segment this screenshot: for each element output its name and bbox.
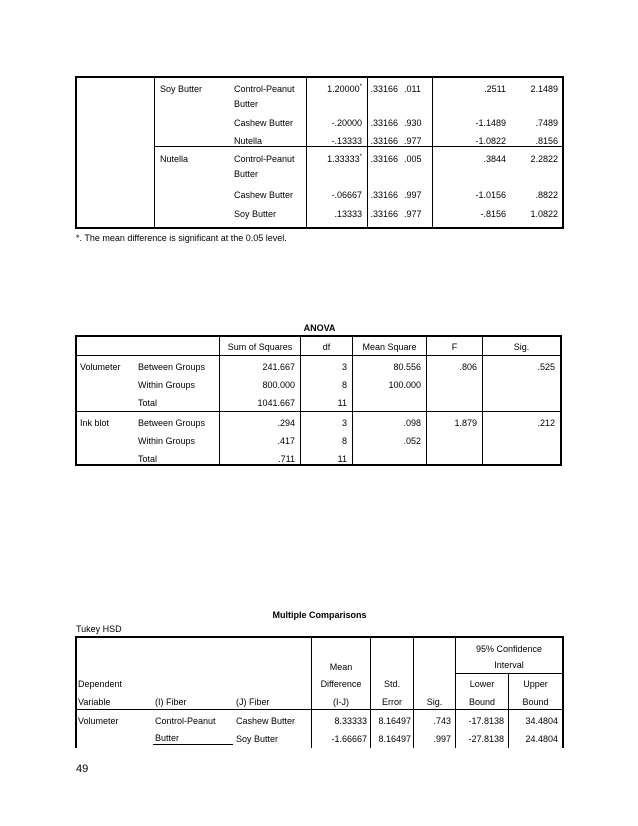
mc-dv-cell: Volumeter <box>78 716 119 726</box>
j-fiber-cell: Control-Peanut <box>234 154 295 164</box>
mc-header-variable: Variable <box>78 697 111 707</box>
anova-f-cell: .806 <box>459 362 477 372</box>
anova-df-cell: 11 <box>337 454 347 464</box>
mc-std-error-cell: 8.16497 <box>378 734 411 744</box>
anova-ss-cell: .294 <box>277 418 295 428</box>
anova-header-ss: Sum of Squares <box>227 342 293 352</box>
top-table-border-right <box>562 76 564 228</box>
mc-border-top <box>75 636 564 638</box>
mc-header-error: Error <box>382 697 402 707</box>
j-fiber-cell-cont: Butter <box>234 169 259 179</box>
anova-ss-cell: .417 <box>277 436 295 446</box>
sig-cell: .011 <box>404 84 421 94</box>
mc-j-fiber-cell: Soy Butter <box>236 734 279 744</box>
anova-f-cell: 1.879 <box>454 418 477 428</box>
lower-bound-cell: -1.0156 <box>475 190 506 200</box>
mc-header-j-fiber: (J) Fiber <box>236 697 270 707</box>
anova-divider <box>426 336 427 464</box>
anova-df-cell: 11 <box>337 398 347 408</box>
mc-header-sig: Sig. <box>426 697 443 707</box>
mean-diff-cell: -.06667 <box>331 190 362 200</box>
sig-cell: .977 <box>404 136 422 146</box>
anova-ms-cell: .052 <box>403 436 421 446</box>
mc-header-i-fiber: (I) Fiber <box>155 697 187 707</box>
top-table-divider <box>432 77 433 227</box>
anova-df-cell: 8 <box>341 436 347 446</box>
mc-upper-cell: 34.4804 <box>525 716 558 726</box>
mc-header-difference: Difference <box>320 679 362 689</box>
mean-diff-cell: 1.20000* <box>327 84 362 94</box>
anova-border-top <box>75 335 562 337</box>
top-table-border-left <box>75 76 77 228</box>
anova-ss-cell: .711 <box>278 454 295 464</box>
mc-divider <box>413 637 414 748</box>
upper-bound-cell: 1.0822 <box>530 209 558 219</box>
anova-ss-cell: 241.667 <box>262 362 295 372</box>
mc-std-error-cell: 8.16497 <box>378 716 411 726</box>
anova-sig-cell: .212 <box>537 418 555 428</box>
std-error-cell: .33166 <box>370 190 398 200</box>
i-fiber-cell: Soy Butter <box>160 84 203 94</box>
mc-header-upper-bound: Bound <box>522 697 549 707</box>
mc-border-left <box>75 636 77 748</box>
mc-lower-cell: -17.8138 <box>468 716 504 726</box>
j-fiber-cell: Cashew Butter <box>234 118 294 128</box>
top-table-divider <box>154 77 155 227</box>
upper-bound-cell: .7489 <box>535 118 558 128</box>
anova-source-cell: Within Groups <box>138 436 196 446</box>
mean-diff-cell: -.13333 <box>331 136 362 146</box>
anova-divider <box>482 336 483 464</box>
mc-header-lower: Lower <box>469 679 495 689</box>
mc-header-ij: (I-J) <box>333 697 349 707</box>
top-table-divider <box>367 77 368 227</box>
mc-divider <box>370 637 371 748</box>
mean-diff-cell: 1.33333* <box>327 154 362 164</box>
std-error-cell: .33166 <box>370 84 398 94</box>
anova-dv-cell: Ink blot <box>80 418 110 428</box>
mc-i-fiber-cell: Control-Peanut <box>155 716 216 726</box>
mc-divider <box>311 637 312 748</box>
mc-header-std: Std. <box>383 679 400 689</box>
anova-df-cell: 3 <box>341 362 347 372</box>
mc-header-separator <box>76 709 562 710</box>
std-error-cell: .33166 <box>370 154 398 164</box>
upper-bound-cell: 2.2822 <box>530 154 558 164</box>
lower-bound-cell: -1.0822 <box>475 136 506 146</box>
anova-header-df: df <box>322 342 331 352</box>
mc-lower-cell: -27.8138 <box>468 734 504 744</box>
anova-title: ANOVA <box>303 323 336 333</box>
significance-footnote: *. The mean difference is significant at the 0.05 level. <box>76 233 287 243</box>
j-fiber-cell: Control-Peanut <box>234 84 295 94</box>
lower-bound-cell: -1.1489 <box>475 118 506 128</box>
mc-title: Multiple Comparisons <box>272 610 367 620</box>
mc-subtitle: Tukey HSD <box>76 624 122 634</box>
j-fiber-cell: Nutella <box>234 136 263 146</box>
sig-cell: .005 <box>404 154 422 164</box>
sig-cell: .977 <box>404 209 422 219</box>
anova-header-ms: Mean Square <box>362 342 417 352</box>
mc-header-upper: Upper <box>523 679 548 689</box>
mc-j-fiber-cell: Cashew Butter <box>236 716 296 726</box>
anova-df-cell: 3 <box>341 418 347 428</box>
anova-source-cell: Total <box>138 398 158 408</box>
anova-source-cell: Within Groups <box>138 380 196 390</box>
mc-upper-cell: 24.4804 <box>525 734 558 744</box>
anova-header-sig: Sig. <box>513 342 530 352</box>
upper-bound-cell: .8822 <box>535 190 558 200</box>
page-number: 49 <box>76 763 89 775</box>
anova-ms-cell: 100.000 <box>388 380 421 390</box>
mean-diff-cell: .13333 <box>334 209 362 219</box>
mc-header-lower-bound: Bound <box>468 697 496 707</box>
anova-source-cell: Between Groups <box>138 362 206 372</box>
anova-ss-cell: 800.000 <box>262 380 295 390</box>
mc-i-fiber-cell-cont: Butter <box>155 733 180 743</box>
anova-ss-cell: 1041.667 <box>257 398 295 408</box>
anova-header-f: F <box>451 342 458 352</box>
sig-cell: .930 <box>404 118 422 128</box>
anova-source-cell: Between Groups <box>138 418 206 428</box>
sig-cell: .997 <box>404 190 422 200</box>
mean-diff-cell: -.20000 <box>331 118 362 128</box>
anova-header-separator <box>76 355 561 356</box>
anova-ms-cell: 80.556 <box>393 362 421 372</box>
lower-bound-cell: .2511 <box>484 84 506 94</box>
top-table-divider <box>306 77 307 227</box>
anova-sig-cell: .525 <box>537 362 555 372</box>
lower-bound-cell: -.8156 <box>480 209 506 219</box>
anova-dv-cell: Volumeter <box>80 362 121 372</box>
j-fiber-cell-cont: Butter <box>234 99 259 109</box>
mc-mean-diff-cell: 8.33333 <box>334 716 367 726</box>
anova-source-cell: Total <box>138 454 158 464</box>
j-fiber-cell: Cashew Butter <box>234 190 294 200</box>
top-table-border-bottom <box>75 227 564 229</box>
mc-ci-header: 95% Confidence <box>475 644 543 654</box>
mc-sig-cell: .997 <box>433 734 451 744</box>
std-error-cell: .33166 <box>370 136 398 146</box>
top-table-border-top <box>75 76 564 78</box>
mc-row-underline <box>153 744 233 745</box>
std-error-cell: .33166 <box>370 209 398 219</box>
mc-header-dependent: Dependent <box>78 679 123 689</box>
mc-ci-header-cont: Interval <box>494 660 524 670</box>
upper-bound-cell: 2.1489 <box>530 84 558 94</box>
mc-border-right <box>562 636 564 748</box>
j-fiber-cell: Soy Butter <box>234 209 277 219</box>
mc-sig-cell: .743 <box>433 716 451 726</box>
mc-mean-diff-cell: -1.66667 <box>331 734 367 744</box>
upper-bound-cell: .8156 <box>535 136 558 146</box>
anova-df-cell: 8 <box>341 380 347 390</box>
std-error-cell: .33166 <box>370 118 398 128</box>
lower-bound-cell: .3844 <box>483 154 506 164</box>
anova-group-separator <box>76 411 561 412</box>
mc-header-mean: Mean <box>329 662 353 672</box>
i-fiber-cell: Nutella <box>160 154 189 164</box>
anova-ms-cell: .098 <box>403 418 421 428</box>
